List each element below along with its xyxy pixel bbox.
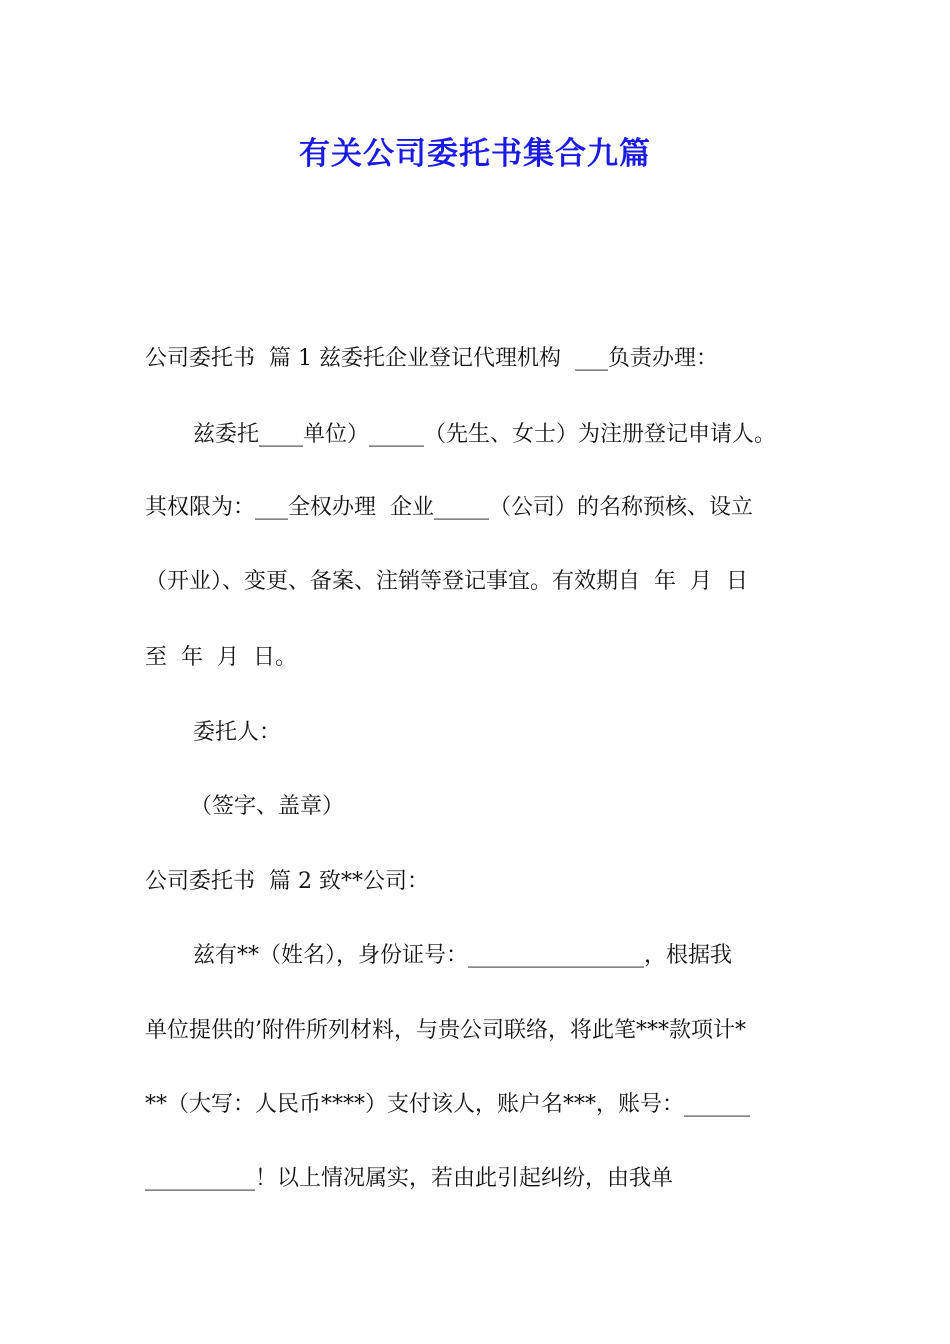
paragraph-line: 其权限为：___全权办理 企业_____（公司）的名称预核、设立	[145, 495, 753, 520]
paragraph-line: 单位提供的’附件所列材料，与贵公司联络，将此笔***款项计*	[145, 1018, 746, 1043]
signature-note: （签字、盖章）	[190, 794, 345, 819]
paragraph-line: （开业）、变更、备案、注销等登记事宜。有效期自 年 月 日	[145, 569, 748, 594]
paragraph-line: 至 年 月 日。	[145, 645, 297, 670]
document-title: 有关公司委托书集合九篇	[299, 136, 651, 172]
paragraph-line: **（大写：人民币****）支付该人，账户名***，账号：______	[145, 1092, 751, 1117]
paragraph-line: __________！以上情况属实，若由此引起纠纷，由我单	[145, 1166, 674, 1191]
paragraph-line: 公司委托书 篇 2 致**公司：	[145, 869, 429, 894]
paragraph-line: 兹有**（姓名），身份证号：________________，根据我	[193, 943, 733, 968]
paragraph-line: 公司委托书 篇 1 兹委托企业登记代理机构 ___负责办理：	[145, 346, 718, 371]
paragraph-line: 兹委托____单位）_____（先生、女士）为注册登记申请人。	[193, 422, 777, 447]
signatory-label: 委托人：	[193, 720, 282, 745]
